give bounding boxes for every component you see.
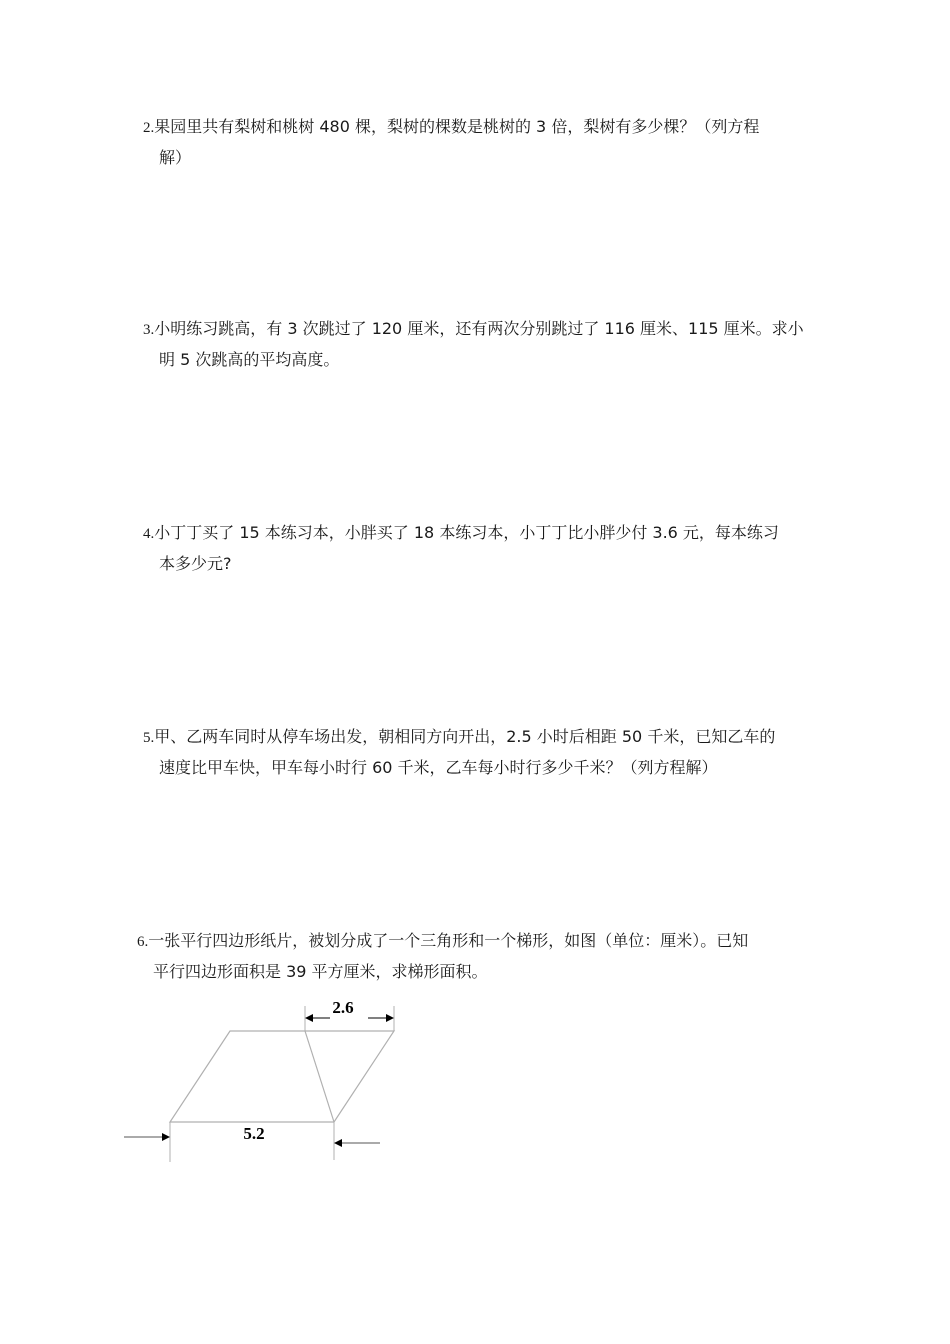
bottom-dimension-label: 5.2: [243, 1124, 265, 1143]
question-number: 4.: [143, 526, 155, 542]
question-text-line1: 甲、乙两车同时从停车场出发，朝相同方向开出，2.5 小时后相距 50 千米，已知乙车的: [154, 727, 776, 746]
question-2: [143, 112, 813, 173]
question-3: [143, 314, 813, 375]
question-text-line1: 一张平行四边形纸片，被划分成了一个三角形和一个梯形，如图（单位：厘米）。已知: [148, 931, 749, 950]
question-text-line1: 小丁丁买了 15 本练习本，小胖买了 18 本练习本，小丁丁比小胖少付 3.6 元，每本练习: [154, 523, 779, 542]
parallelogram-outline: [170, 1031, 394, 1122]
question-number: 6.: [137, 934, 149, 950]
question-number: 2.: [143, 120, 155, 136]
question-5: [143, 722, 813, 783]
question-text-line2: 解）: [159, 148, 192, 167]
question-text-line2: 本多少元?: [159, 554, 232, 573]
question-number: 5.: [143, 730, 155, 746]
dividing-line: [305, 1031, 334, 1122]
question-6: [137, 926, 807, 987]
question-text-line1: 小明练习跳高，有 3 次跳过了 120 厘米，还有两次分别跳过了 116 厘米、115 厘米。求小: [154, 319, 804, 338]
question-text-line2: 速度比甲车快，甲车每小时行 60 千米，乙车每小时行多少千米？（列方程解）: [159, 758, 718, 777]
question-4: [143, 518, 813, 579]
question-text-line2: 明 5 次跳高的平均高度。: [159, 350, 340, 369]
question-text-line1: 果园里共有梨树和桃树 480 棵，梨树的棵数是桃树的 3 倍，梨树有多少棵？（列方程: [154, 117, 760, 136]
question-text-line2: 平行四边形面积是 39 平方厘米，求梯形面积。: [153, 962, 488, 981]
question-number: 3.: [143, 322, 155, 338]
top-dimension-label: 2.6: [332, 998, 354, 1017]
